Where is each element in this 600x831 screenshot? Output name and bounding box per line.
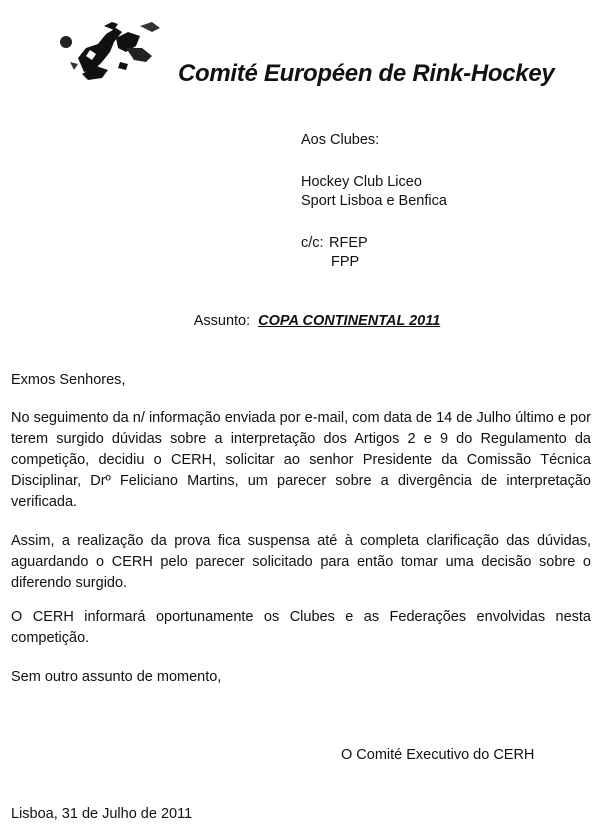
greeting: Exmos Senhores, [11, 372, 126, 388]
place-date: Lisboa, 31 de Julho de 2011 [11, 806, 193, 822]
subject-line [0, 313, 600, 329]
rink-hockey-players-logo [56, 18, 166, 86]
subject-title: COPA CONTINENTAL 2011 [258, 313, 441, 329]
body-paragraph: Assim, a realização da prova fica suspensa até à completa clarificação das dúvidas, aguardando o CERH pelo parecer solicitado para então tomar uma decisão sobre o diferendo surgido. [11, 533, 591, 591]
body-paragraph: O CERH informará oportunamente os Clubes e as Federações envolvidas nesta competição. [11, 609, 591, 646]
subject-label: Assunto: [193, 313, 251, 329]
cc-recipient: FPP [331, 254, 360, 270]
recipient-club: Hockey Club Liceo [301, 174, 422, 190]
organization-name: Comité Européen de Rink-Hockey [178, 60, 555, 87]
cc-label: c/c: [301, 235, 324, 251]
recipient-club: Sport Lisboa e Benfica [301, 193, 447, 209]
cc-recipient: RFEP [329, 235, 368, 251]
recipients-salutation: Aos Clubes: [301, 132, 380, 148]
body-paragraph: No seguimento da n/ informação enviada por e-mail, com data de 14 de Julho último e por terem surgido dúvidas sobre a interpretação dos Artigos 2 e 9 do Regulamento da competição, decidiu o CERH, solicitar ao senhor Presidente da Comissão Técnica Disciplinar, Drº Feliciano Martins, um parecer sobre a divergência de interpretação verificada. [11, 410, 591, 510]
closing: Sem outro assunto de momento, [11, 669, 222, 685]
signature: O Comité Executivo do CERH [341, 747, 535, 763]
